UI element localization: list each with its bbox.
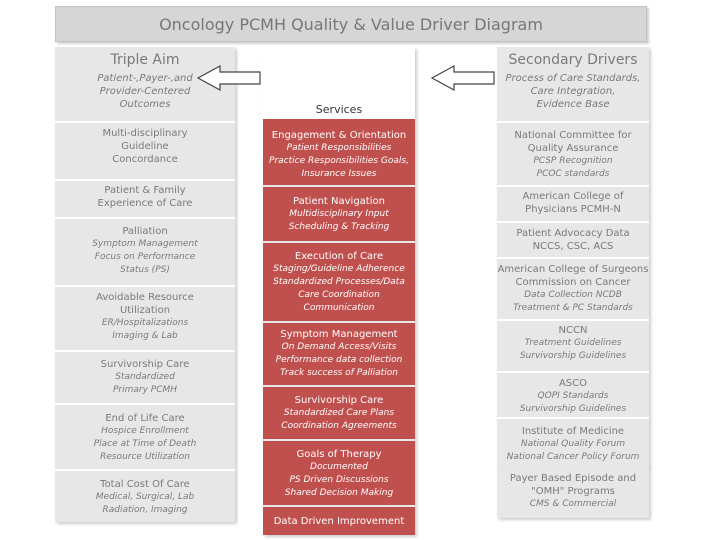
text-line: National Committee for xyxy=(514,130,632,141)
text-line: American College of xyxy=(522,191,624,202)
text-line: Track success of Palliation xyxy=(280,368,398,378)
divider xyxy=(497,371,649,373)
text-line: Survivorship Guidelines xyxy=(519,351,627,361)
text-line: Multidisciplinary Input xyxy=(289,209,389,219)
primary-driver-column xyxy=(263,47,415,535)
divider xyxy=(55,285,235,287)
divider xyxy=(497,417,649,419)
text-line: QOPI Standards xyxy=(537,391,609,401)
outcome-patient-experience xyxy=(55,184,235,210)
text-line: Guideline xyxy=(121,141,169,152)
divider xyxy=(263,185,415,187)
text-line: Patient-,Payer-,and xyxy=(97,73,193,84)
text-line: Quality Assurance xyxy=(527,143,619,154)
driver-patient-navigation xyxy=(263,195,415,234)
secondary-acp xyxy=(497,190,649,216)
text-line: CMS & Commercial xyxy=(529,499,617,509)
secondary-iom xyxy=(497,425,649,464)
divider xyxy=(497,319,649,321)
divider xyxy=(55,179,235,181)
text-line: Treatment & PC Standards xyxy=(513,303,633,313)
text-line: Patient & Family xyxy=(104,185,186,196)
secondary-acs-coc xyxy=(497,263,649,315)
primary-driver-subtitle xyxy=(263,72,415,98)
text-line: Scheduling & Tracking xyxy=(288,222,390,232)
divider xyxy=(497,121,649,123)
divider xyxy=(55,121,235,123)
text-line: Care Team Environment xyxy=(278,73,400,84)
driver-data-driven-improvement xyxy=(263,515,415,528)
text-line: Survivorship Care xyxy=(294,395,384,406)
text-line: Documented xyxy=(310,462,368,472)
text-line: Communication xyxy=(303,303,375,313)
text-line: ER/Hospitalizations xyxy=(101,318,189,328)
text-line: Multi-disciplinary xyxy=(102,128,188,139)
text-line: Care Coordination xyxy=(298,290,380,300)
outcome-multidisciplinary xyxy=(55,127,235,166)
text-line: Survivorship Guidelines xyxy=(519,404,627,414)
outcome-avoidable-resource xyxy=(55,291,235,343)
text-line: "OMH" Programs xyxy=(531,486,615,497)
divider xyxy=(263,505,415,507)
text-line: Engagement & Orientation xyxy=(271,130,407,141)
text-line: Standardized Care Plans xyxy=(283,408,395,418)
diagram-title: Oncology PCMH Quality & Value Driver Diagram xyxy=(55,6,647,42)
text-line: National Quality Forum xyxy=(520,439,626,449)
text-line: Radiation, Imaging xyxy=(102,505,188,515)
text-line: Standardized xyxy=(115,372,175,382)
text-line: Symptom Management xyxy=(280,329,398,340)
outcome-survivorship xyxy=(55,358,235,397)
divider xyxy=(263,321,415,323)
text-line: NCCS, CSC, ACS xyxy=(532,241,614,252)
text-line: American College of Surgeons xyxy=(497,264,649,275)
text-line: Care Integration, xyxy=(530,86,616,97)
text-line: Symptom Management xyxy=(92,239,198,249)
text-line: Institute of Medicine xyxy=(521,426,625,437)
driver-survivorship-care xyxy=(263,394,415,433)
driver-goals-of-therapy xyxy=(263,448,415,500)
services-label: Services xyxy=(315,103,363,116)
text-line: Patient Navigation xyxy=(293,196,385,207)
text-line: Survivorship Care xyxy=(100,359,190,370)
driver-symptom-management xyxy=(263,328,415,380)
text-line: Utilization xyxy=(119,305,171,316)
outcome-end-of-life xyxy=(55,412,235,464)
left-arrow-icon xyxy=(430,64,496,92)
secondary-payer-box xyxy=(497,466,649,518)
divider xyxy=(263,385,415,387)
text-line: Execution of Care xyxy=(294,251,384,262)
text-line: Place at Time of Death xyxy=(93,439,197,449)
divider xyxy=(55,350,235,352)
text-line: Treatment Guidelines xyxy=(524,338,622,348)
secondary-drivers-column xyxy=(497,47,649,467)
text-line: Patient Responsibilities xyxy=(286,143,392,153)
secondary-asco xyxy=(497,377,649,416)
driver-execution-of-care xyxy=(263,250,415,315)
secondary-drivers-header: Secondary Drivers xyxy=(508,52,638,68)
divider xyxy=(497,185,649,187)
outcome-palliation xyxy=(55,225,235,277)
left-arrow-icon xyxy=(196,64,262,92)
text-line: Insurance Issues xyxy=(301,169,377,179)
text-line: ASCO xyxy=(558,378,588,389)
text-line: Coordination Agreements xyxy=(281,421,397,431)
text-line: Patient Advocacy Data xyxy=(516,228,630,239)
driver-engagement xyxy=(263,129,415,181)
text-line: Concordance xyxy=(112,154,178,165)
secondary-payer-programs xyxy=(497,472,649,511)
divider xyxy=(55,469,235,471)
text-line: Outcomes xyxy=(119,99,171,110)
text-line: Data Driven Improvement xyxy=(273,516,405,527)
text-line: PS Driven Discussions xyxy=(289,475,389,485)
text-line: NCCN xyxy=(558,325,588,336)
text-line: Avoidable Resource xyxy=(96,292,194,303)
text-line: Payer Based Episode and xyxy=(509,473,637,484)
text-line: Experience of Care xyxy=(97,198,193,209)
divider xyxy=(497,257,649,259)
divider xyxy=(55,403,235,405)
divider xyxy=(497,221,649,223)
text-line: Total Cost Of Care xyxy=(100,479,190,490)
primary-driver-header: Primary Driver xyxy=(288,52,390,68)
text-line: On Demand Access/Visits xyxy=(281,342,397,352)
text-line: Staging/Guideline Adherence xyxy=(273,264,405,274)
triple-aim-column xyxy=(55,47,235,522)
triple-aim-header: Triple Aim xyxy=(110,52,180,68)
text-line: PCOC standards xyxy=(536,169,610,179)
text-line: National Cancer Policy Forum xyxy=(506,452,640,462)
text-line: Hospice Enrollment xyxy=(101,426,189,436)
text-line: Palliation xyxy=(122,226,168,237)
divider xyxy=(263,439,415,441)
secondary-nccn xyxy=(497,324,649,363)
text-line: Imaging & Lab xyxy=(112,331,178,341)
text-line: Process of Care Standards, xyxy=(505,73,641,84)
text-line: Delivery Standards xyxy=(291,86,387,97)
text-line: Commission on Cancer xyxy=(515,277,631,288)
text-line: Primary PCMH xyxy=(112,385,178,395)
text-line: Evidence Base xyxy=(536,99,610,110)
text-line: End of Life Care xyxy=(105,413,185,424)
secondary-patient-advocacy xyxy=(497,227,649,253)
text-line: Medical, Surgical, Lab xyxy=(95,492,195,502)
secondary-ncqa xyxy=(497,129,649,181)
outcome-total-cost xyxy=(55,478,235,517)
text-line: Shared Decision Making xyxy=(284,488,394,498)
text-line: Provider-Centered xyxy=(99,86,191,97)
text-line: Performance data collection xyxy=(275,355,403,365)
text-line: PCSP Recognition xyxy=(533,156,613,166)
text-line: Data Collection NCDB xyxy=(524,290,622,300)
text-line: Focus on Performance xyxy=(94,252,196,262)
text-line: Status (PS) xyxy=(120,265,170,275)
text-line: Goals of Therapy xyxy=(296,449,382,460)
secondary-drivers-subtitle xyxy=(497,72,649,111)
text-line: Practice Responsibilities Goals, xyxy=(269,156,409,166)
divider xyxy=(55,217,235,219)
divider xyxy=(263,241,415,243)
text-line: Resource Utilization xyxy=(100,452,190,462)
text-line: Physicians PCMH-N xyxy=(525,204,621,215)
text-line: Standardized Processes/Data xyxy=(273,277,405,287)
